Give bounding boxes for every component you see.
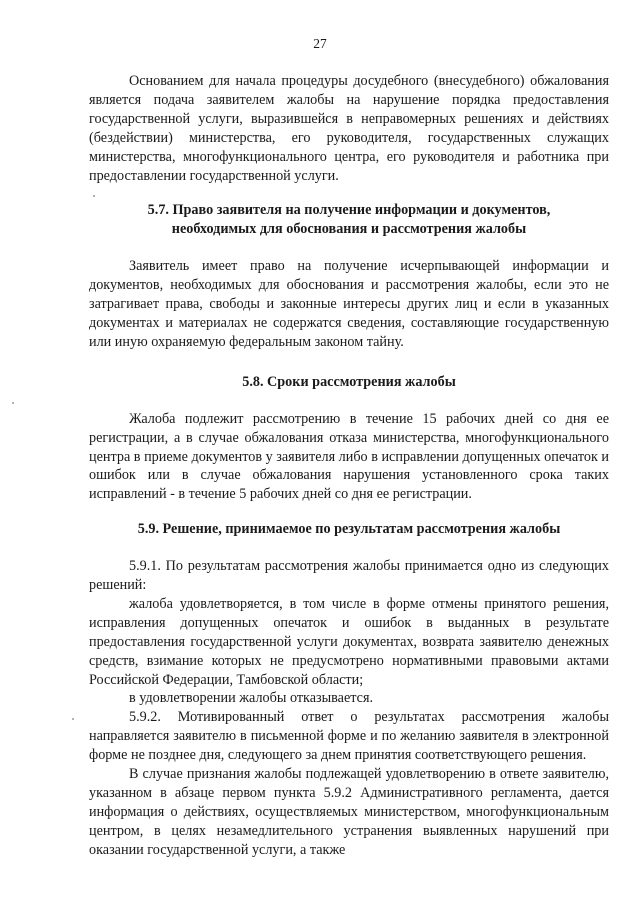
paragraph-5-9-1: 5.9.1. По результатам рассмотрения жалобы принимается одно из следующих решений: — [89, 558, 609, 594]
scan-speck — [93, 195, 95, 197]
decision-option-satisfy: жалоба удовлетворяется, в том числе в форме отмены принятого решения, исправления допущенных опечаток и ошибок в выданных в результате предоставления государственной услуги документах, возврата заявителю денежных средств, взимание которых не предусмотрено нормативными правовыми актами Российской Федерации, Тамбовской области; — [89, 595, 609, 688]
intro-paragraph: Основанием для начала процедуры досудебного (внесудебного) обжалования является подача заявителем жалобы на нарушение порядка предоставления государственной услуги, выразившейся в неправомерных решениях и действиях (бездействии) министерства, его руководителя, государственных служащих министерства, многофункционального центра, его руководителя и работника при предоставлении государственной услуги. — [89, 73, 609, 184]
scan-speck — [72, 718, 74, 720]
paragraph-5-9-2: 5.9.2. Мотивированный ответ о результатах рассмотрения жалобы направляется заявителю в письменной форме и по желанию заявителя в электронной форме не позднее дня, следующего за днем принятия соответствующего решения. — [89, 709, 609, 764]
paragraph-final: В случае признания жалобы подлежащей удовлетворению в ответе заявителю, указанном в абзаце первом пункта 5.9.2 Административного регламента, дается информация о действиях, осуществляемых министерством, многофункциональным центром, в целях незамедлительного устранения выявленных нарушений при оказании государственной услуги, а также — [89, 766, 609, 858]
section-5-7-paragraph: Заявитель имеет право на получение исчерпывающей информации и документов, необходимых для обоснования и рассмотрения жалобы, если это не затрагивает права, свободы и законные интересы других лиц и если в указанных документах и материалах не содержатся сведения, составляющие государственную или иную охраняемую федеральным законом тайну. — [89, 258, 609, 350]
scan-speck — [12, 402, 14, 404]
section-5-8-paragraph: Жалоба подлежит рассмотрению в течение 15 рабочих дней со дня ее регистрации, а в случае обжалования отказа министерства, многофункционального центра в приеме документов у заявителя либо в исправлении допущенных опечаток и ошибок или в случае обжалования нарушения установленного срока таких исправлений - в течение 5 рабочих дней со дня ее регистрации. — [89, 410, 609, 503]
document-body — [89, 72, 609, 860]
page-number: 27 — [313, 36, 327, 51]
section-5-7-heading-line2: необходимых для обоснования и рассмотрения жалобы — [171, 221, 527, 238]
section-5-7-heading — [89, 201, 609, 239]
section-5-7-heading-line1: 5.7. Право заявителя на получение информации и документов, — [147, 202, 551, 219]
decision-option-refuse: в удовлетворении жалобы отказывается. — [129, 690, 374, 707]
section-5-9-heading: 5.9. Решение, принимаемое по результатам рассмотрения жалобы — [137, 521, 561, 538]
section-5-8-heading: 5.8. Сроки рассмотрения жалобы — [242, 373, 456, 390]
